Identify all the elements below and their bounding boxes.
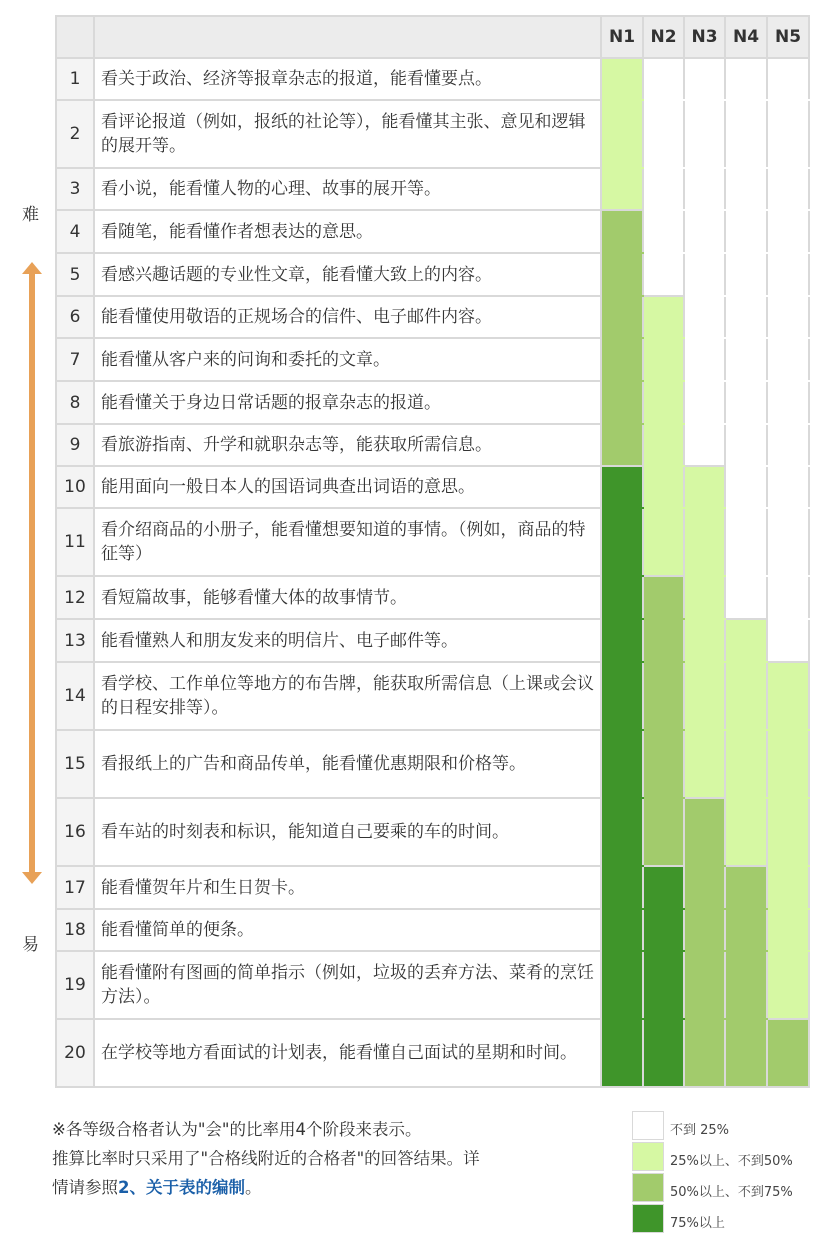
level-cell-n2 xyxy=(643,866,684,909)
level-cell-n5 xyxy=(767,619,809,662)
header-n5: N5 xyxy=(767,16,809,58)
level-cell-n3 xyxy=(684,798,725,866)
table-row xyxy=(56,338,809,381)
row-number: 11 xyxy=(56,508,94,576)
legend-label: 75%以上 xyxy=(670,1216,725,1231)
level-cell-n1 xyxy=(601,619,643,662)
level-cell-n2 xyxy=(643,508,684,576)
level-cell-n5 xyxy=(767,909,809,951)
level-cell-n4 xyxy=(725,424,767,466)
table-row xyxy=(56,909,809,951)
level-cell-n2 xyxy=(643,424,684,466)
header-n1: N1 xyxy=(601,16,643,58)
row-number: 4 xyxy=(56,210,94,253)
level-cell-n5 xyxy=(767,210,809,253)
level-cell-n3 xyxy=(684,619,725,662)
level-cell-n5 xyxy=(767,424,809,466)
row-number: 19 xyxy=(56,951,94,1019)
level-cell-n4 xyxy=(725,798,767,866)
level-cell-n2 xyxy=(643,1019,684,1087)
header-row xyxy=(56,16,809,58)
row-number: 12 xyxy=(56,576,94,619)
level-cell-n4 xyxy=(725,508,767,576)
row-description: 能看懂关于身边日常话题的报章杂志的报道。 xyxy=(94,381,601,424)
level-cell-n5 xyxy=(767,951,809,1019)
level-cell-n3 xyxy=(684,210,725,253)
table-row xyxy=(56,424,809,466)
level-cell-n3 xyxy=(684,168,725,210)
level-cell-n2 xyxy=(643,381,684,424)
level-cell-n2 xyxy=(643,466,684,508)
row-number: 13 xyxy=(56,619,94,662)
row-number: 7 xyxy=(56,338,94,381)
level-cell-n3 xyxy=(684,381,725,424)
level-cell-n1 xyxy=(601,338,643,381)
table-row xyxy=(56,619,809,662)
row-number: 15 xyxy=(56,730,94,798)
row-number: 5 xyxy=(56,253,94,296)
level-cell-n2 xyxy=(643,58,684,100)
level-cell-n5 xyxy=(767,338,809,381)
footnote-suffix: 。 xyxy=(244,1178,262,1197)
row-description: 看报纸上的广告和商品传单，能看懂优惠期限和价格等。 xyxy=(94,730,601,798)
table-row xyxy=(56,730,809,798)
row-description: 能用面向一般日本人的国语词典查出词语的意思。 xyxy=(94,466,601,508)
level-cell-n5 xyxy=(767,576,809,619)
level-cell-n5 xyxy=(767,253,809,296)
level-cell-n3 xyxy=(684,909,725,951)
legend-label: 50%以上、不到75% xyxy=(670,1185,793,1200)
table-row xyxy=(56,576,809,619)
row-number: 6 xyxy=(56,296,94,338)
row-description: 能看懂从客户来的问询和委托的文章。 xyxy=(94,338,601,381)
level-cell-n4 xyxy=(725,576,767,619)
legend-swatch xyxy=(632,1142,664,1171)
table-row xyxy=(56,253,809,296)
level-cell-n2 xyxy=(643,909,684,951)
level-cell-n5 xyxy=(767,296,809,338)
can-do-table xyxy=(55,15,810,1088)
level-cell-n1 xyxy=(601,1019,643,1087)
level-cell-n2 xyxy=(643,253,684,296)
level-cell-n3 xyxy=(684,576,725,619)
table-row xyxy=(56,381,809,424)
table-row xyxy=(56,951,809,1019)
level-cell-n1 xyxy=(601,168,643,210)
level-cell-n4 xyxy=(725,662,767,730)
level-cell-n2 xyxy=(643,951,684,1019)
row-description: 看随笔，能看懂作者想表达的意思。 xyxy=(94,210,601,253)
table-row xyxy=(56,466,809,508)
level-cell-n2 xyxy=(643,338,684,381)
table-row xyxy=(56,296,809,338)
footnote-line-2: 推算比率时只采用了"合格线附近的合格者"的回答结果。详 xyxy=(52,1149,480,1168)
level-cell-n1 xyxy=(601,951,643,1019)
level-cell-n2 xyxy=(643,619,684,662)
row-description: 在学校等地方看面试的计划表，能看懂自己面试的星期和时间。 xyxy=(94,1019,601,1087)
table-row xyxy=(56,210,809,253)
level-cell-n2 xyxy=(643,576,684,619)
level-cell-n3 xyxy=(684,730,725,798)
level-cell-n4 xyxy=(725,210,767,253)
level-cell-n1 xyxy=(601,662,643,730)
table-row xyxy=(56,866,809,909)
level-cell-n4 xyxy=(725,466,767,508)
row-number: 10 xyxy=(56,466,94,508)
row-description: 看车站的时刻表和标识，能知道自己要乘的车的时间。 xyxy=(94,798,601,866)
level-cell-n5 xyxy=(767,508,809,576)
level-cell-n3 xyxy=(684,1019,725,1087)
level-cell-n4 xyxy=(725,338,767,381)
level-cell-n2 xyxy=(643,798,684,866)
level-cell-n2 xyxy=(643,662,684,730)
level-cell-n1 xyxy=(601,58,643,100)
row-description: 能看懂附有图画的简单指示（例如，垃圾的丢弃方法、菜肴的烹饪方法）。 xyxy=(94,951,601,1019)
row-description: 看介绍商品的小册子，能看懂想要知道的事情。（例如，商品的特征等） xyxy=(94,508,601,576)
level-cell-n2 xyxy=(643,168,684,210)
difficulty-arrow-icon xyxy=(21,262,43,884)
level-cell-n5 xyxy=(767,866,809,909)
header-n2: N2 xyxy=(643,16,684,58)
header-n4: N4 xyxy=(725,16,767,58)
table-row xyxy=(56,100,809,168)
row-number: 16 xyxy=(56,798,94,866)
row-description: 看旅游指南、升学和就职杂志等，能获取所需信息。 xyxy=(94,424,601,466)
level-cell-n4 xyxy=(725,381,767,424)
level-cell-n4 xyxy=(725,866,767,909)
level-cell-n5 xyxy=(767,662,809,730)
row-number: 17 xyxy=(56,866,94,909)
row-number: 2 xyxy=(56,100,94,168)
level-cell-n5 xyxy=(767,381,809,424)
level-cell-n4 xyxy=(725,730,767,798)
table-row xyxy=(56,58,809,100)
row-description: 能看懂贺年片和生日贺卡。 xyxy=(94,866,601,909)
level-cell-n1 xyxy=(601,296,643,338)
level-cell-n1 xyxy=(601,909,643,951)
level-cell-n3 xyxy=(684,424,725,466)
row-number: 8 xyxy=(56,381,94,424)
level-cell-n1 xyxy=(601,381,643,424)
level-cell-n1 xyxy=(601,508,643,576)
level-cell-n3 xyxy=(684,866,725,909)
level-cell-n4 xyxy=(725,909,767,951)
level-cell-n2 xyxy=(643,100,684,168)
level-cell-n4 xyxy=(725,1019,767,1087)
header-n3: N3 xyxy=(684,16,725,58)
level-cell-n1 xyxy=(601,730,643,798)
level-cell-n5 xyxy=(767,466,809,508)
table-row xyxy=(56,662,809,730)
row-number: 1 xyxy=(56,58,94,100)
row-description: 能看懂熟人和朋友发来的明信片、电子邮件等。 xyxy=(94,619,601,662)
level-cell-n4 xyxy=(725,296,767,338)
level-cell-n5 xyxy=(767,798,809,866)
level-cell-n1 xyxy=(601,210,643,253)
level-cell-n4 xyxy=(725,168,767,210)
level-cell-n4 xyxy=(725,253,767,296)
level-cell-n2 xyxy=(643,730,684,798)
level-cell-n3 xyxy=(684,662,725,730)
level-cell-n1 xyxy=(601,866,643,909)
row-number: 3 xyxy=(56,168,94,210)
level-cell-n5 xyxy=(767,1019,809,1087)
level-cell-n1 xyxy=(601,466,643,508)
level-cell-n1 xyxy=(601,576,643,619)
row-description: 看评论报道（例如，报纸的社论等），能看懂其主张、意见和逻辑的展开等。 xyxy=(94,100,601,168)
level-cell-n3 xyxy=(684,296,725,338)
level-cell-n4 xyxy=(725,100,767,168)
row-description: 能看懂使用敬语的正规场合的信件、电子邮件内容。 xyxy=(94,296,601,338)
level-cell-n3 xyxy=(684,466,725,508)
table-row xyxy=(56,508,809,576)
level-cell-n4 xyxy=(725,58,767,100)
row-number: 20 xyxy=(56,1019,94,1087)
table-composition-link[interactable]: 2、关于表的编制 xyxy=(118,1178,245,1197)
level-cell-n2 xyxy=(643,210,684,253)
legend-swatch xyxy=(632,1173,664,1202)
level-cell-n5 xyxy=(767,730,809,798)
row-description: 能看懂简单的便条。 xyxy=(94,909,601,951)
level-cell-n3 xyxy=(684,58,725,100)
legend-label: 25%以上、不到50% xyxy=(670,1154,793,1169)
table-row xyxy=(56,1019,809,1087)
level-cell-n1 xyxy=(601,253,643,296)
row-description: 看感兴趣话题的专业性文章，能看懂大致上的内容。 xyxy=(94,253,601,296)
footnote-line-1: ※各等级合格者认为"会"的比率用4个阶段来表示。 xyxy=(52,1120,422,1139)
level-cell-n2 xyxy=(643,296,684,338)
header-num-blank xyxy=(56,16,94,58)
footnote-line-3 xyxy=(52,1173,480,1202)
level-cell-n5 xyxy=(767,100,809,168)
row-number: 18 xyxy=(56,909,94,951)
footnote xyxy=(52,1115,480,1202)
level-cell-n3 xyxy=(684,508,725,576)
level-cell-n3 xyxy=(684,338,725,381)
level-cell-n1 xyxy=(601,100,643,168)
legend-swatch xyxy=(632,1111,664,1140)
row-description: 看学校、工作单位等地方的布告牌，能获取所需信息（上课或会议的日程安排等）。 xyxy=(94,662,601,730)
row-description: 看短篇故事，能够看懂大体的故事情节。 xyxy=(94,576,601,619)
row-number: 9 xyxy=(56,424,94,466)
legend-swatch xyxy=(632,1204,664,1233)
table-row xyxy=(56,798,809,866)
level-cell-n3 xyxy=(684,253,725,296)
level-cell-n4 xyxy=(725,951,767,1019)
table-row xyxy=(56,168,809,210)
level-cell-n3 xyxy=(684,100,725,168)
level-cell-n4 xyxy=(725,619,767,662)
difficulty-easy-label: 易 xyxy=(22,935,39,955)
footnote-prefix: 情请参照 xyxy=(52,1178,118,1197)
difficulty-hard-label: 难 xyxy=(22,205,39,225)
row-description: 看小说，能看懂人物的心理、故事的展开等。 xyxy=(94,168,601,210)
level-cell-n1 xyxy=(601,798,643,866)
level-cell-n3 xyxy=(684,951,725,1019)
row-number: 14 xyxy=(56,662,94,730)
row-description: 看关于政治、经济等报章杂志的报道，能看懂要点。 xyxy=(94,58,601,100)
header-text-blank xyxy=(94,16,601,58)
legend-label: 不到 25% xyxy=(670,1123,730,1138)
level-cell-n5 xyxy=(767,168,809,210)
level-cell-n1 xyxy=(601,424,643,466)
level-cell-n5 xyxy=(767,58,809,100)
